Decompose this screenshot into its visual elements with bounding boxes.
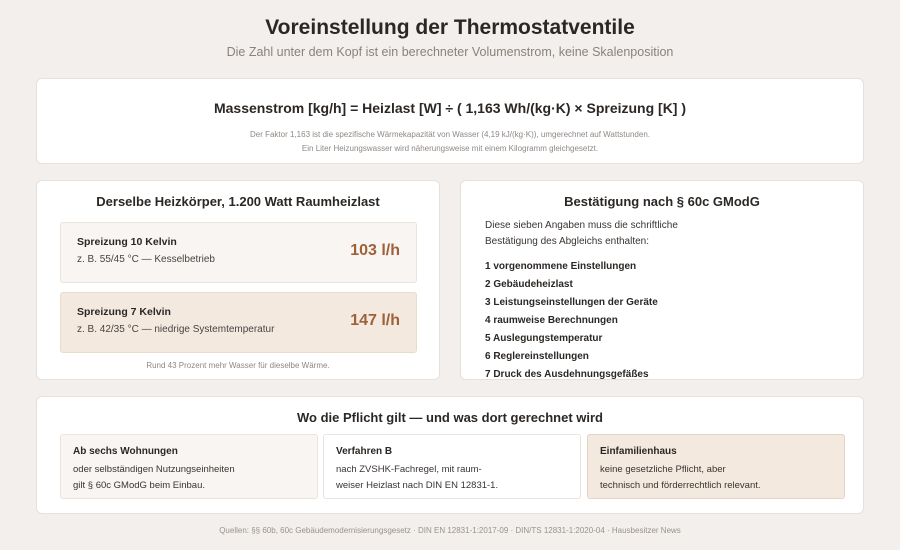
scope-box-line: oder selbständigen Nutzungseinheiten (73, 464, 235, 475)
confirmation-card (460, 180, 864, 380)
scope-box-line: technisch und förderrechtlich relevant. (600, 480, 761, 491)
formula-text: Massenstrom [kg/h] = Heizlast [W] ÷ ( 1,163 Wh/(kg·K) × Spreizung [K] ) (213, 100, 687, 116)
confirmation-list (485, 258, 658, 380)
confirmation-intro-line-1: Diese sieben Angaben muss die schriftliche (485, 220, 678, 231)
formula-card (36, 78, 864, 164)
comparison-card (36, 180, 440, 380)
scope-box-line: nach ZVSHK-Fachregel, mit raum- (336, 464, 482, 475)
formula-note (37, 128, 863, 156)
scope-box-title: Verfahren B (336, 446, 393, 457)
spread-case-title: Spreizung 10 Kelvin (77, 236, 177, 248)
scope-card (36, 396, 864, 514)
scope-box-single-family (587, 434, 845, 499)
scope-heading: Wo die Pflicht gilt — und was dort gerechnet wird (296, 410, 603, 425)
scope-box-line: gilt § 60c GModG beim Einbau. (73, 480, 206, 491)
list-item: 1 vorgenommene Einstellungen (485, 261, 637, 272)
scope-box-title: Einfamilienhaus (600, 446, 677, 457)
page-title: Voreinstellung der Thermostatventile (265, 16, 635, 39)
scope-box-procedure-b (323, 434, 581, 499)
scope-box-line: keine gesetzliche Pflicht, aber (600, 464, 726, 475)
formula-note-line-1: Der Faktor 1,163 ist die spezifische Wärmekapazität von Wasser (4,19 kJ/(kg·K)), umgerechnet auf Wattstunden. (249, 130, 650, 139)
confirmation-intro (485, 218, 845, 250)
comparison-heading: Derselbe Heizkörper, 1.200 Watt Raumheizlast (96, 194, 380, 209)
spread-case-value: 147 l/h (350, 312, 400, 329)
spread-case-7k (60, 292, 417, 353)
spread-case-desc: z. B. 55/45 °C — Kesselbetrieb (77, 254, 215, 265)
comparison-note: Rund 43 Prozent mehr Wasser für dieselbe Wärme. (146, 361, 330, 370)
spread-case-title: Spreizung 7 Kelvin (77, 306, 171, 318)
scope-box-line: weiser Heizlast nach DIN EN 12831-1. (336, 480, 499, 491)
scope-box-text (600, 462, 836, 494)
list-item: 5 Auslegungstemperatur (485, 333, 603, 344)
confirmation-intro-line-2: Bestätigung des Abgleichs enthalten: (485, 236, 650, 247)
scope-box-text (73, 462, 309, 494)
page-subtitle: Die Zahl unter dem Kopf ist ein berechneter Volumenstrom, keine Skalenposition (226, 45, 674, 59)
list-item: 7 Druck des Ausdehnungsgefäßes (485, 369, 649, 380)
list-item: 2 Gebäudeheizlast (485, 279, 573, 290)
list-item: 4 raumweise Berechnungen (485, 315, 618, 326)
scope-box-six-units (60, 434, 318, 499)
sources-footer: Quellen: §§ 60b, 60c Gebäudemodernisierungsgesetz · DIN EN 12831-1:2017-09 · DIN/TS 12831-1:2020-04 · Hausbesitzer News (219, 526, 681, 535)
list-item: 3 Leistungseinstellungen der Geräte (485, 297, 658, 308)
scope-box-title: Ab sechs Wohnungen (73, 446, 178, 457)
spread-case-desc: z. B. 42/35 °C — niedrige Systemtemperatur (77, 324, 275, 335)
list-item: 6 Reglereinstellungen (485, 351, 589, 362)
confirmation-heading: Bestätigung nach § 60c GModG (564, 194, 760, 209)
spread-case-value: 103 l/h (350, 242, 400, 259)
formula-note-line-2: Ein Liter Heizungswasser wird näherungsweise mit einem Kilogramm gleichgesetzt. (301, 144, 599, 153)
spread-case-10k (60, 222, 417, 283)
scope-box-text (336, 462, 572, 494)
